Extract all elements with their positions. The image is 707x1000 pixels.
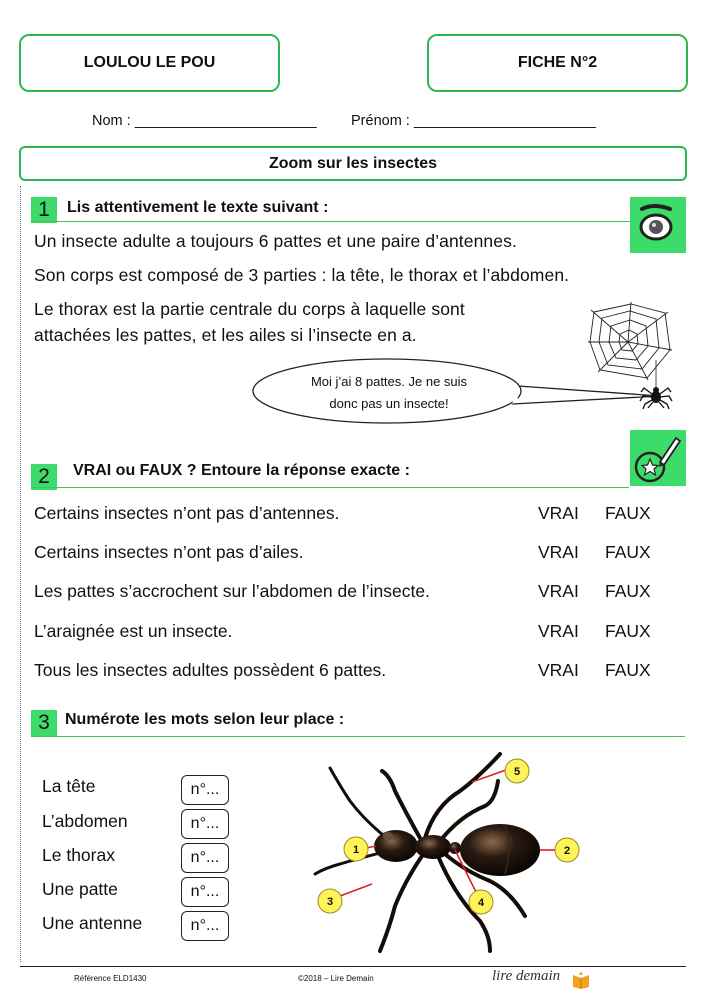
svg-text:2: 2 [563,845,571,857]
bubble-line-1: Moi j’ai 8 pattes. Je ne suis [310,374,468,389]
svg-text:4: 4 [477,897,485,909]
tf-row-4 [34,621,674,645]
tf-question: Certains insectes n’ont pas d’antennes. [34,503,340,523]
brand-logo [492,968,560,985]
section-1-title: Lis attentivement le texte suivant : [67,199,329,216]
text-line-3: Le thorax est la partie centrale du corps à laquelle sont [34,299,465,319]
faux-option[interactable]: FAUX [605,503,651,523]
topic-title: Zoom sur les insectes [268,154,438,172]
word-antenna: Une antenne [42,913,143,933]
word-leg: Une patte [42,879,118,899]
footer-reference: Référence ELD1430 [74,974,147,983]
section-3-rule [31,736,685,737]
section-1-rule [31,221,685,222]
tf-row-2 [34,542,674,566]
book-icon [571,969,591,989]
answer-box-abdomen[interactable]: n°... [181,809,229,839]
sheet-number-box [427,34,688,92]
faux-option[interactable]: FAUX [605,581,651,601]
tf-question: Certains insectes n’ont pas d’ailes. [34,542,304,562]
vrai-option[interactable]: VRAI [538,621,579,641]
worksheet-title: LOULOU LE POU [83,54,216,71]
vrai-option[interactable]: VRAI [538,660,579,680]
title-box [19,34,280,92]
eye-icon [630,197,686,253]
label-3 [318,889,342,913]
text-line-1: Un insecte adulte a toujours 6 pattes et une paire d’antennes. [34,231,517,251]
vrai-option[interactable]: VRAI [538,503,579,523]
prenom-field[interactable]: ________________________ [413,113,596,129]
tf-row-5 [34,660,674,684]
svg-text:1: 1 [352,844,360,856]
faux-option[interactable]: FAUX [605,542,651,562]
footer-copyright: ©2018 – Lire Demain [298,974,374,983]
label-2 [555,838,579,862]
tf-question: Les pattes s’accrochent sur l’abdomen de l’insecte. [34,581,430,601]
ant-illustration [310,746,610,958]
tf-row-3 [34,581,674,605]
prenom-line [351,113,595,129]
answer-box-thorax[interactable]: n°... [181,843,229,873]
tf-question: L’araignée est un insecte. [34,621,233,641]
section-1-number: 1 [31,197,57,223]
answer-box-head[interactable]: n°... [181,775,229,805]
section-2-number: 2 [31,464,57,490]
brand-name: lire demain [492,968,561,984]
name-line [92,113,316,129]
nom-field[interactable]: ________________________ [134,113,317,129]
bubble-text [260,371,518,415]
margin-line [20,186,21,962]
footer-rule [20,966,686,967]
word-head: La tête [42,776,96,796]
answer-box-antenna[interactable]: n°... [181,911,229,941]
label-5 [505,759,529,783]
section-2-rule [31,487,629,488]
prenom-label: Prénom : [351,113,410,129]
word-thorax: Le thorax [42,845,115,865]
section-3-number: 3 [31,710,57,736]
sheet-number: FICHE N°2 [517,54,598,71]
section-2-title: VRAI ou FAUX ? Entoure la réponse exacte : [73,462,410,479]
text-line-4: attachées les pattes, et les ailes si l’insecte en a. [34,325,417,345]
tf-row-1 [34,503,674,527]
bubble-line-2: donc pas un insecte! [329,396,449,411]
faux-option[interactable]: FAUX [605,621,651,641]
word-abdomen: L’abdomen [42,811,128,831]
text-line-2: Son corps est composé de 3 parties : la tête, le thorax et l’abdomen. [34,265,570,285]
vrai-option[interactable]: VRAI [538,581,579,601]
pen-star-icon [630,430,686,486]
answer-box-leg[interactable]: n°... [181,877,229,907]
topic-banner [19,146,687,181]
spider-web-icon [586,300,676,410]
spider-icon [640,387,672,409]
nom-label: Nom : [92,113,131,129]
vrai-option[interactable]: VRAI [538,542,579,562]
svg-text:5: 5 [513,766,521,778]
label-4 [469,890,493,914]
label-1 [344,837,368,861]
svg-text:3: 3 [326,896,334,908]
section-3-title: Numérote les mots selon leur place : [65,711,345,728]
tf-question: Tous les insectes adultes possèdent 6 pattes. [34,660,387,680]
faux-option[interactable]: FAUX [605,660,651,680]
